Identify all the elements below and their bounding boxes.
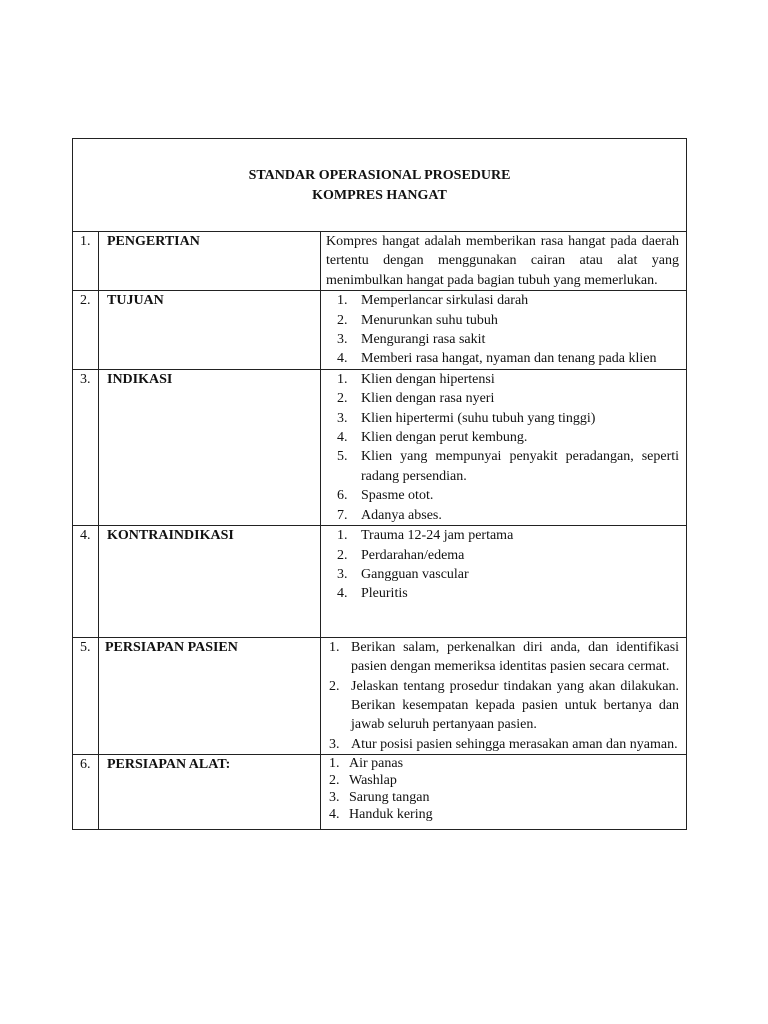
indikasi-list <box>326 370 679 525</box>
kontraindikasi-list <box>326 526 679 604</box>
title-line-1: STANDAR OPERASIONAL PROSEDURE <box>248 168 511 183</box>
sop-table <box>72 138 687 830</box>
row-number: 1. <box>73 232 99 291</box>
table-row <box>73 755 687 830</box>
document-title <box>73 139 687 232</box>
row-number: 3. <box>73 369 99 525</box>
row-content: Kompres hangat adalah memberikan rasa hangat pada daerah tertentu dengan menggunakan cairan atau alat yang menimbulkan hangat pada bagian tubuh yang memerlukan. <box>321 232 687 291</box>
list-item: 4. Pleuritis <box>337 586 408 602</box>
list-item: 2. Washlap <box>329 773 397 789</box>
row-content <box>321 526 687 638</box>
row-label: INDIKASI <box>99 369 321 525</box>
row-content <box>321 755 687 830</box>
list-item: 7. Adanya abses. <box>337 507 442 523</box>
list-item: 3. Klien hipertermi (suhu tubuh yang tinggi) <box>337 410 596 426</box>
title-row <box>73 139 687 232</box>
list-item: 1. Air panas <box>329 756 404 772</box>
table-row <box>73 526 687 638</box>
row-label: PERSIAPAN PASIEN <box>99 637 321 754</box>
row-label: KONTRAINDIKASI <box>99 526 321 638</box>
tujuan-list <box>326 291 679 369</box>
table-row <box>73 291 687 370</box>
list-item: 3. Gangguan vascular <box>337 566 469 582</box>
row-number: 4. <box>73 526 99 638</box>
list-item: 2. Menurunkan suhu tubuh <box>337 312 498 328</box>
list-item: 6. Spasme otot. <box>337 488 434 504</box>
row-label: PENGERTIAN <box>99 232 321 291</box>
list-item: 3. Sarung tangan <box>329 790 430 806</box>
list-item: 3. Mengurangi rasa sakit <box>337 332 486 348</box>
persiapan-pasien-list <box>326 638 679 754</box>
table-row <box>73 369 687 525</box>
row-number: 6. <box>73 755 99 830</box>
table-row <box>73 232 687 291</box>
row-label: TUJUAN <box>99 291 321 370</box>
list-item: 3. Atur posisi pasien sehingga merasakan aman dan nyaman. <box>329 736 678 752</box>
table-row <box>73 637 687 754</box>
list-item: 5. Klien yang mempunyai penyakit peradangan, seperti radang persendian. <box>337 449 680 484</box>
row-content <box>321 369 687 525</box>
persiapan-alat-list <box>326 755 679 823</box>
row-number: 5. <box>73 637 99 754</box>
list-item: 2. Perdarahan/edema <box>337 547 465 563</box>
row-number: 2. <box>73 291 99 370</box>
list-item: 4. Memberi rasa hangat, nyaman dan tenang pada klien <box>337 351 657 367</box>
list-item: 4. Klien dengan perut kembung. <box>337 430 528 446</box>
list-item: 4. Handuk kering <box>329 807 433 823</box>
list-item: 1. Trauma 12-24 jam pertama <box>337 528 514 544</box>
list-item: 1. Memperlancar sirkulasi darah <box>337 293 529 309</box>
title-line-2: KOMPRES HANGAT <box>312 188 447 203</box>
list-item: 2. Klien dengan rasa nyeri <box>337 391 495 407</box>
list-item: 1. Klien dengan hipertensi <box>337 371 495 387</box>
list-item: 2. Jelaskan tentang prosedur tindakan yang akan dilakukan. Berikan kesempatan kepada pasien untuk bertanya dan jawab seluruh pertanyaan pasien. <box>329 678 680 733</box>
row-content <box>321 637 687 754</box>
row-label: PERSIAPAN ALAT: <box>99 755 321 830</box>
list-item: 1. Berikan salam, perkenalkan diri anda, dan identifikasi pasien dengan memeriksa identitas pasien secara cermat. <box>329 639 680 675</box>
row-content <box>321 291 687 370</box>
